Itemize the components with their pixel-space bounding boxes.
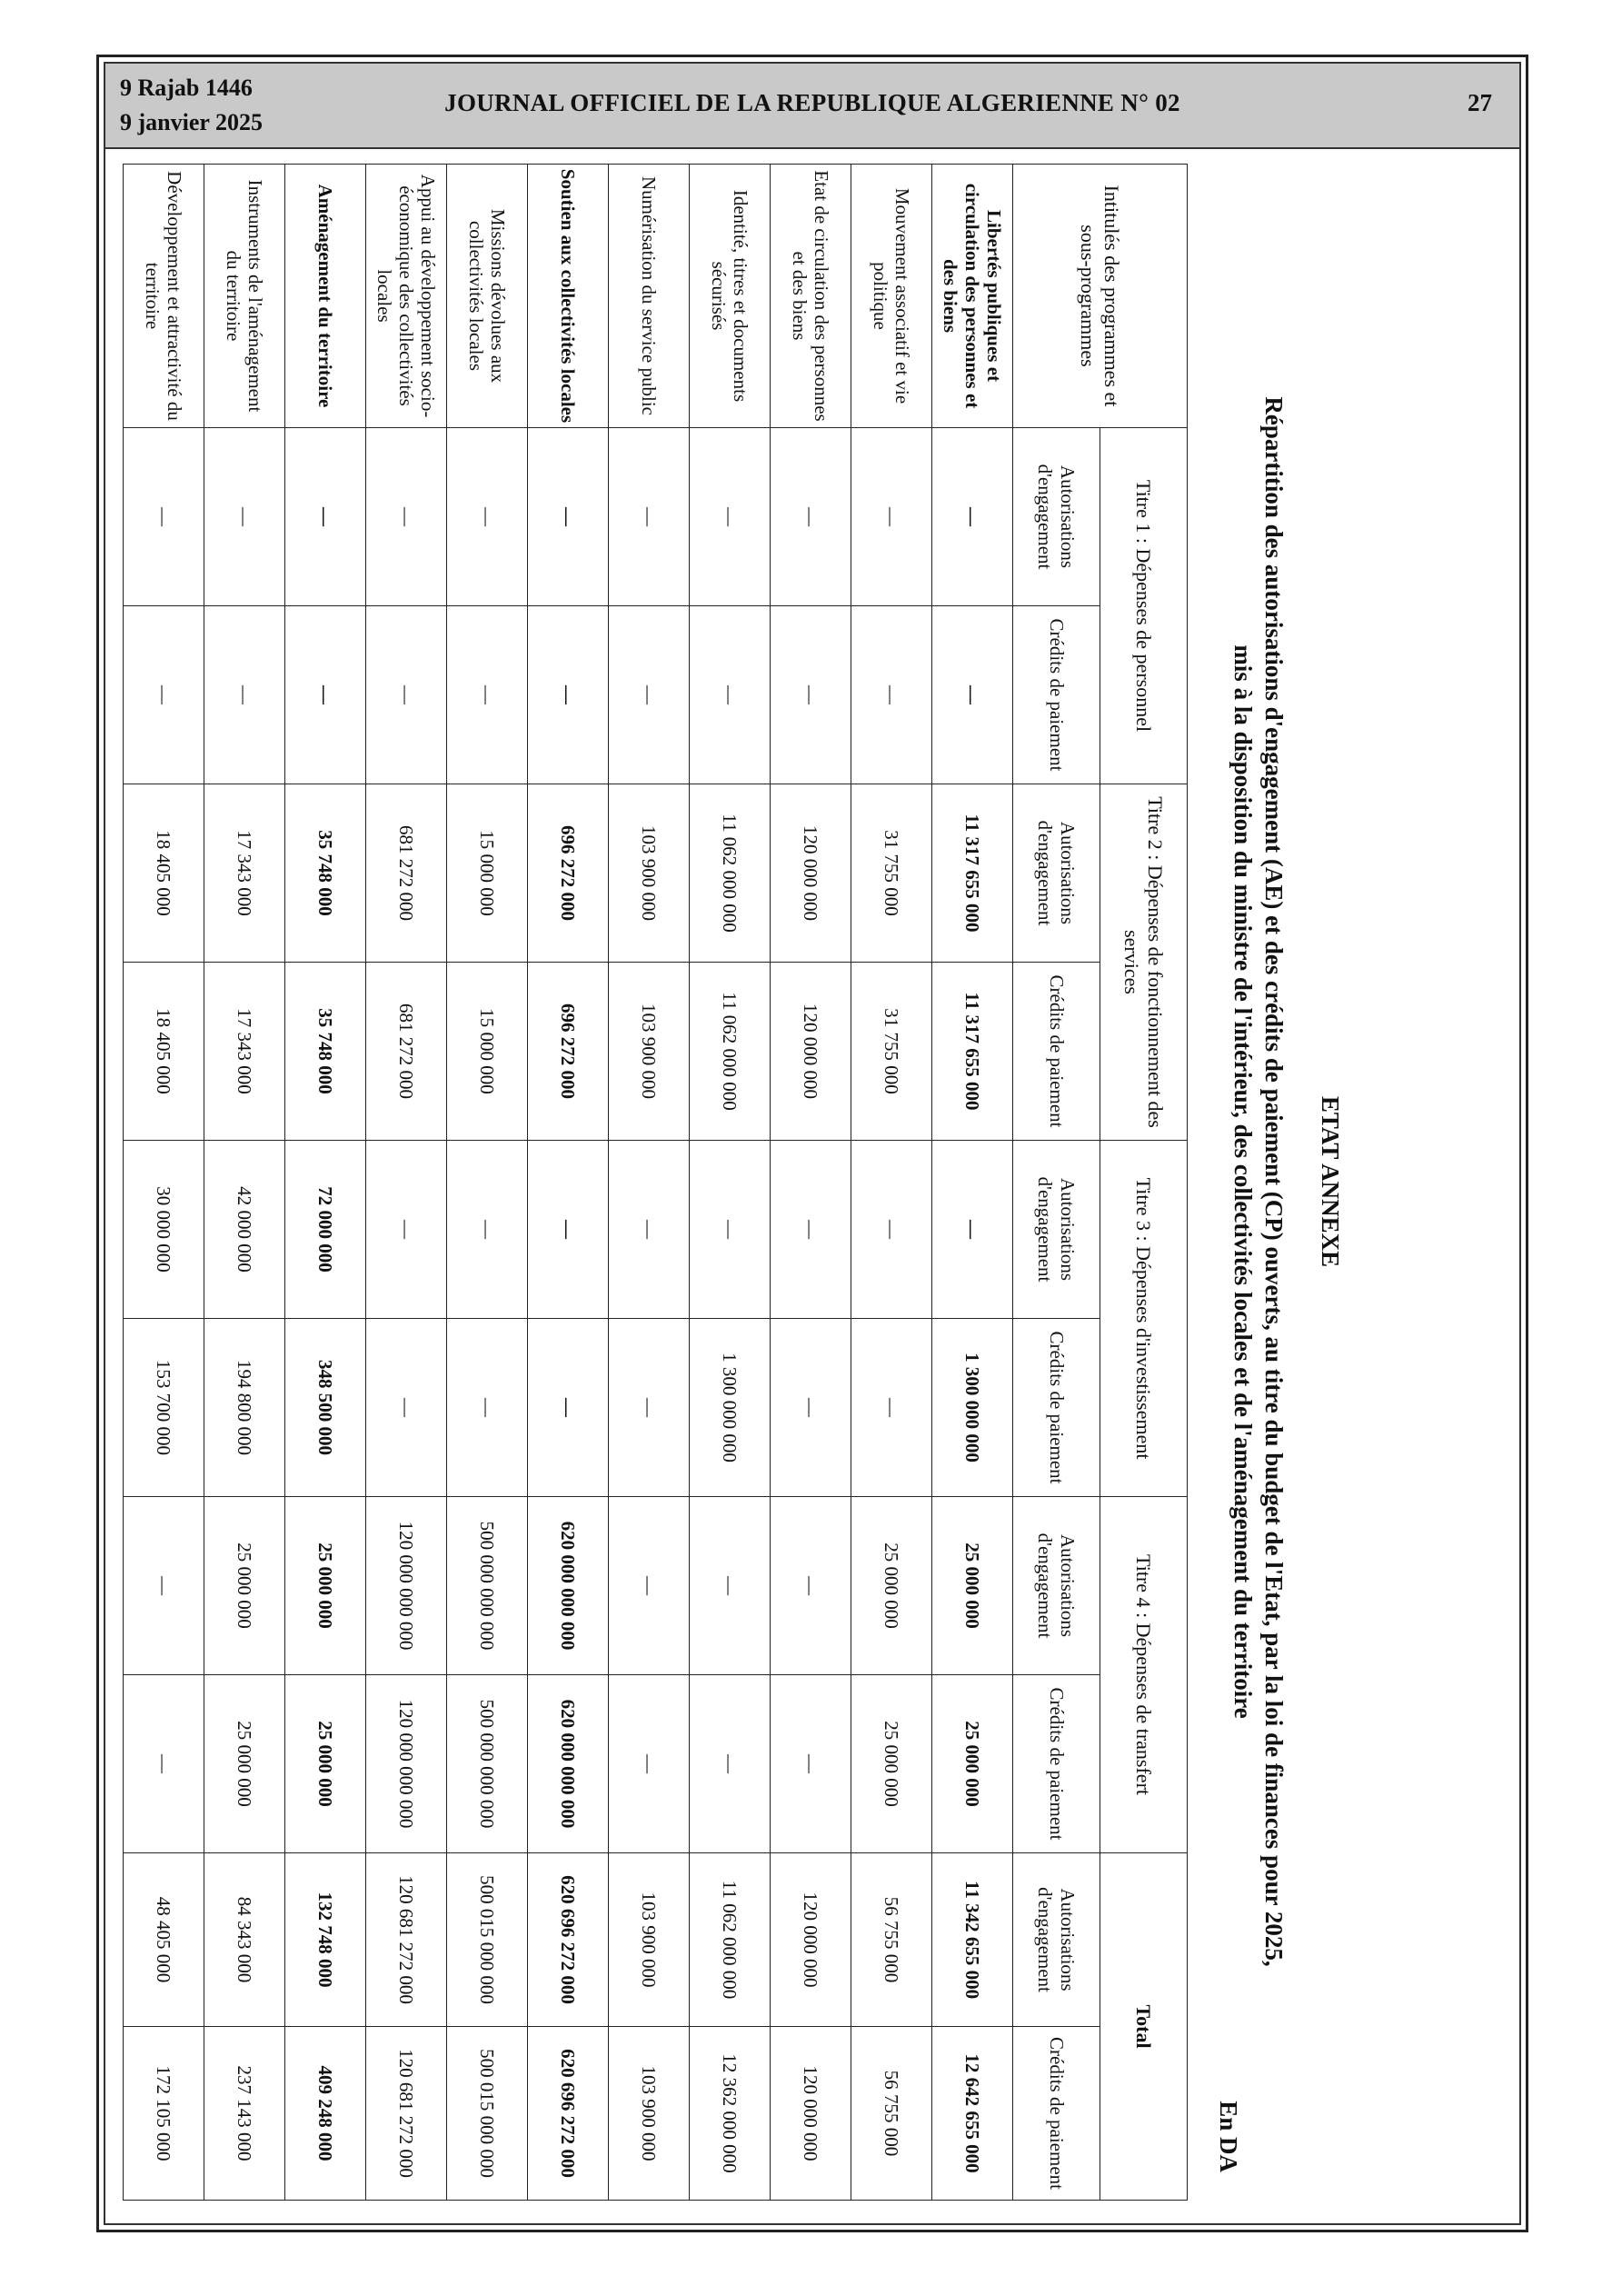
row-value: —: [366, 1319, 447, 1497]
table-header-subcolumns: [1013, 165, 1100, 2201]
row-value: 30 000 000: [124, 1141, 204, 1319]
table-row: [447, 165, 528, 2201]
journal-title: JOURNAL OFFICIEL DE LA REPUBLIQUE ALGERIENNE N° 02: [444, 89, 1180, 116]
row-value: —: [851, 428, 932, 606]
row-value: —: [851, 1141, 932, 1319]
header-programmes: Intitulés des programmes et sous-programmes: [1013, 165, 1188, 428]
row-value: —: [771, 606, 851, 784]
header-cp: Crédits de paiement: [1013, 606, 1100, 784]
table-row: [528, 165, 609, 2201]
annex-subtitle-line1: Répartition des autorisations d'engagement (AE) et des crédits de paiement (CP) ouverts, au titre du budget de l'Etat, par la loi de finances pour 2025,: [1260, 396, 1288, 1967]
row-value: —: [690, 606, 771, 784]
row-label: Libertés publiques et circulation des personnes et des biens: [932, 165, 1013, 428]
row-value: 1 300 000 000: [932, 1319, 1013, 1497]
table-row: [124, 165, 204, 2201]
row-value: —: [932, 428, 1013, 606]
row-value: 620 696 272 000: [528, 1853, 609, 2027]
row-value: 1 300 000 000: [690, 1319, 771, 1497]
row-value: —: [366, 606, 447, 784]
row-value: —: [690, 1497, 771, 1675]
row-value: 11 062 000 000: [690, 784, 771, 963]
row-value: 500 015 000 000: [447, 1853, 528, 2027]
row-value: 500 015 000 000: [447, 2027, 528, 2201]
row-value: 25 000 000: [285, 1675, 366, 1853]
row-value: —: [771, 1141, 851, 1319]
row-value: 35 748 000: [285, 963, 366, 1141]
header-ae: Autorisations d'engagement: [1013, 1141, 1100, 1319]
row-value: 120 000 000: [771, 2027, 851, 2201]
row-value: —: [285, 606, 366, 784]
row-value: —: [609, 428, 690, 606]
row-value: 120 000 000: [771, 784, 851, 963]
row-value: 25 000 000: [204, 1675, 285, 1853]
row-value: —: [609, 606, 690, 784]
header-ae: Autorisations d'engagement: [1013, 1853, 1100, 2027]
header-ae: Autorisations d'engagement: [1013, 428, 1100, 606]
row-value: 11 317 655 000: [932, 963, 1013, 1141]
row-value: 120 000 000: [771, 963, 851, 1141]
annex-subtitle: [1228, 218, 1289, 2145]
row-value: 103 900 000: [609, 2027, 690, 2201]
row-value: 120 681 272 000: [366, 1853, 447, 2027]
row-value: 500 000 000 000: [447, 1497, 528, 1675]
hijri-date: 9 Rajab 1446: [120, 75, 253, 101]
page-header: [105, 64, 1519, 149]
header-cp: Crédits de paiement: [1013, 963, 1100, 1141]
row-value: 696 272 000: [528, 784, 609, 963]
row-value: —: [528, 606, 609, 784]
row-value: —: [124, 1497, 204, 1675]
row-value: —: [124, 1675, 204, 1853]
row-value: 84 343 000: [204, 1853, 285, 2027]
row-value: —: [771, 1497, 851, 1675]
row-value: 42 000 000: [204, 1141, 285, 1319]
row-label: Etat de circulation des personnes et des biens: [771, 165, 851, 428]
row-value: 103 900 000: [609, 963, 690, 1141]
row-value: 120 000 000 000: [366, 1675, 447, 1853]
row-value: —: [609, 1497, 690, 1675]
row-value: —: [609, 1141, 690, 1319]
table-row: [366, 165, 447, 2201]
row-value: 25 000 000: [851, 1675, 932, 1853]
row-value: —: [204, 606, 285, 784]
row-value: 237 143 000: [204, 2027, 285, 2201]
row-value: 103 900 000: [609, 1853, 690, 2027]
row-value: 681 272 000: [366, 784, 447, 963]
row-value: 48 405 000: [124, 1853, 204, 2027]
row-value: 31 755 000: [851, 784, 932, 963]
row-value: 56 755 000: [851, 2027, 932, 2201]
row-label: Numérisation du service public: [609, 165, 690, 428]
row-value: 681 272 000: [366, 963, 447, 1141]
table-row: [932, 165, 1013, 2201]
row-label: Développement et attractivité du territoire: [124, 165, 204, 428]
header-titre-2: Titre 2 : Dépenses de fonctionnement des services: [1100, 784, 1188, 1141]
header-titre-4: Titre 4 : Dépenses de transfert: [1100, 1497, 1188, 1853]
row-label: Appui au développement socio-économique des collectivités locales: [366, 165, 447, 428]
row-value: 31 755 000: [851, 963, 932, 1141]
row-value: 25 000 000: [851, 1497, 932, 1675]
header-titre-3: Titre 3 : Dépenses d'investissement: [1100, 1141, 1188, 1497]
row-value: 11 342 655 000: [932, 1853, 1013, 2027]
table-body: [124, 165, 1013, 2201]
row-value: 620 000 000 000: [528, 1497, 609, 1675]
row-value: 25 000 000: [932, 1497, 1013, 1675]
row-value: 696 272 000: [528, 963, 609, 1141]
row-label: Soutien aux collectivités locales: [528, 165, 609, 428]
row-value: —: [528, 1319, 609, 1497]
row-label: Mouvement associatif et vie politique: [851, 165, 932, 428]
row-value: 120 681 272 000: [366, 2027, 447, 2201]
row-value: —: [932, 1141, 1013, 1319]
row-value: 25 000 000: [285, 1497, 366, 1675]
row-value: 11 062 000 000: [690, 963, 771, 1141]
row-value: —: [609, 1319, 690, 1497]
currency-unit: En DA: [1215, 2101, 1242, 2172]
row-value: 103 900 000: [609, 784, 690, 963]
header-total: Total: [1100, 1853, 1188, 2201]
row-value: 56 755 000: [851, 1853, 932, 2027]
row-value: —: [204, 428, 285, 606]
row-label: Missions dévolues aux collectivités locales: [447, 165, 528, 428]
row-value: —: [609, 1675, 690, 1853]
row-value: —: [528, 428, 609, 606]
row-value: 500 000 000 000: [447, 1675, 528, 1853]
row-value: 15 000 000: [447, 963, 528, 1141]
row-value: 194 800 000: [204, 1319, 285, 1497]
table-header-groups: [1100, 165, 1188, 2201]
row-value: 620 696 272 000: [528, 2027, 609, 2201]
header-cp: Crédits de paiement: [1013, 2027, 1100, 2201]
budget-table: [123, 164, 1188, 2201]
row-value: 18 405 000: [124, 784, 204, 963]
row-value: 348 500 000: [285, 1319, 366, 1497]
row-value: 15 000 000: [447, 784, 528, 963]
row-value: 17 343 000: [204, 963, 285, 1141]
header-ae: Autorisations d'engagement: [1013, 784, 1100, 963]
row-value: —: [447, 1141, 528, 1319]
row-value: —: [528, 1141, 609, 1319]
row-value: 18 405 000: [124, 963, 204, 1141]
header-cp: Crédits de paiement: [1013, 1675, 1100, 1853]
row-value: —: [851, 1319, 932, 1497]
row-value: —: [771, 1675, 851, 1853]
row-value: —: [366, 1141, 447, 1319]
row-value: —: [690, 1141, 771, 1319]
table-row: [285, 165, 366, 2201]
table-row: [609, 165, 690, 2201]
row-value: —: [285, 428, 366, 606]
row-label: Identité, titres et documents sécurisés: [690, 165, 771, 428]
row-label: Instruments de l'aménagement du territoire: [204, 165, 285, 428]
row-value: —: [690, 1675, 771, 1853]
row-value: 120 000 000: [771, 1853, 851, 2027]
row-value: —: [447, 428, 528, 606]
row-value: —: [851, 606, 932, 784]
table-row: [204, 165, 285, 2201]
header-titre-1: Titre 1 : Dépenses de personnel: [1100, 428, 1188, 784]
annex-title: ETAT ANNEXE: [1317, 1095, 1344, 1268]
row-value: —: [771, 1319, 851, 1497]
row-value: 17 343 000: [204, 784, 285, 963]
table-row: [851, 165, 932, 2201]
row-value: —: [771, 428, 851, 606]
row-value: 25 000 000: [932, 1675, 1013, 1853]
row-value: 11 062 000 000: [690, 1853, 771, 2027]
row-value: 120 000 000 000: [366, 1497, 447, 1675]
annex-subtitle-line2: mis à la disposition du ministre de l'intérieur, des collectivités locales et de l'aménagement du territoire: [1229, 644, 1257, 1719]
header-cp: Crédits de paiement: [1013, 1319, 1100, 1497]
row-value: 12 362 000 000: [690, 2027, 771, 2201]
row-value: —: [124, 428, 204, 606]
page-number: 27: [1468, 89, 1492, 116]
row-label: Aménagement du territoire: [285, 165, 366, 428]
rotated-annex: [55, 164, 1349, 2200]
header-ae: Autorisations d'engagement: [1013, 1497, 1100, 1675]
row-value: 35 748 000: [285, 784, 366, 963]
gregorian-date: 9 janvier 2025: [120, 109, 263, 135]
row-value: 12 642 655 000: [932, 2027, 1013, 2201]
row-value: 409 248 000: [285, 2027, 366, 2201]
row-value: —: [932, 606, 1013, 784]
row-value: —: [690, 428, 771, 606]
row-value: 620 000 000 000: [528, 1675, 609, 1853]
row-value: 11 317 655 000: [932, 784, 1013, 963]
table-row: [690, 165, 771, 2201]
row-value: 172 105 000: [124, 2027, 204, 2201]
row-value: —: [447, 606, 528, 784]
row-value: 132 748 000: [285, 1853, 366, 2027]
row-value: 153 700 000: [124, 1319, 204, 1497]
row-value: 25 000 000: [204, 1497, 285, 1675]
row-value: 72 000 000: [285, 1141, 366, 1319]
row-value: —: [447, 1319, 528, 1497]
row-value: —: [124, 606, 204, 784]
row-value: —: [366, 428, 447, 606]
table-row: [771, 165, 851, 2201]
